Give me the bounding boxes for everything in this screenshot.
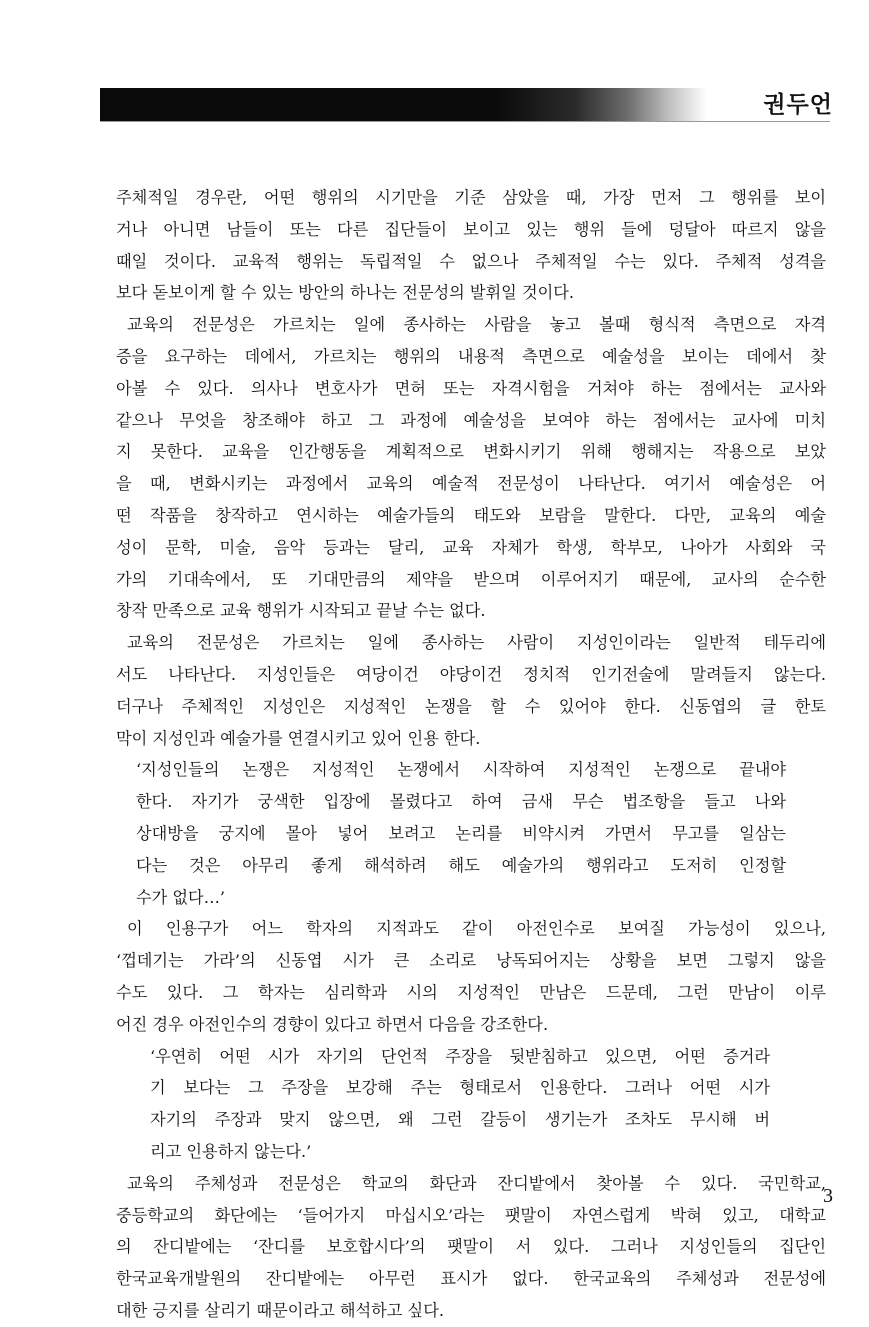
header-rule: [100, 121, 830, 122]
quote-line: 기 보다는 그 주장을 보강해 주는 형태로서 인용한다. 그러나 어떤 시가: [150, 1078, 770, 1098]
text-line: 한국교육개발원의 잔디밭에는 아무런 표시가 없다. 한국교육의 주체성과 전문성에: [116, 1269, 826, 1289]
text-line: 더구나 주체적인 지성인은 지성적인 논쟁을 할 수 있어야 한다. 신동엽의 글 한토: [116, 696, 826, 716]
body-text: [116, 182, 826, 1327]
text-line: 어진 경우 아전인수의 경향이 있다고 하면서 다음을 강조한다.: [116, 1014, 549, 1034]
quote-line: 상대방을 궁지에 몰아 넣어 보려고 논리를 비약시켜 가면서 무고를 일삼는: [136, 823, 786, 843]
text-line: 이 인용구가 어느 학자의 지적과도 같이 아전인수로 보여질 가능성이 있으나,: [127, 919, 826, 939]
quote-line: ‘우연히 어떤 시가 자기의 단언적 주장을 뒷받침하고 있으면, 어떤 증거라: [150, 1046, 770, 1066]
text-line: 창작 만족으로 교육 행위가 시작되고 끝날 수는 없다.: [116, 601, 486, 621]
text-line: 증을 요구하는 데에서, 가르치는 행위의 내용적 측면으로 예술성을 보이는 데에서 찾: [116, 346, 826, 366]
text-line: 가의 기대속에서, 또 기대만큼의 제약을 받으며 이루어지기 때문에, 교사의 순수한: [116, 569, 826, 589]
text-line: 아볼 수 있다. 의사나 변호사가 면허 또는 자격시험을 거쳐야 하는 점에서는 교사와: [116, 378, 826, 398]
text-line: 을 때, 변화시키는 과정에서 교육의 예술적 전문성이 나타난다. 여기서 예술성은 어: [116, 474, 826, 494]
quote-line: ‘지성인들의 논쟁은 지성적인 논쟁에서 시작하여 지성적인 논쟁으로 끝내야: [136, 760, 786, 780]
header-bar: [100, 88, 760, 122]
quote-line: 자기의 주장과 맞지 않으면, 왜 그런 갈등이 생기는가 조차도 무시해 버: [150, 1110, 770, 1130]
page-number: 3: [823, 1185, 833, 1207]
text-line: 보다 돋보이게 할 수 있는 방안의 하나는 전문성의 발휘일 것이다.: [116, 283, 575, 303]
text-line: 지 못한다. 교육을 인간행동을 계획적으로 변화시키기 위해 행해지는 작용으로 보았: [116, 442, 826, 462]
text-line: 의 잔디밭에는 ‘잔디를 보호합시다’의 팻말이 서 있다. 그러나 지성인들의 집단인: [116, 1237, 826, 1257]
text-line: 교육의 주체성과 전문성은 학교의 화단과 잔디밭에서 찾아볼 수 있다. 국민학교,: [127, 1173, 826, 1193]
quote-line: 다는 것은 아무리 좋게 해석하려 해도 예술가의 행위라고 도저히 인정할: [136, 855, 786, 875]
text-line: 교육의 전문성은 가르치는 일에 종사하는 사람이 지성인이라는 일반적 테두리에: [127, 633, 826, 653]
text-line: 대한 긍지를 살리기 때문이라고 해석하고 싶다.: [116, 1300, 444, 1320]
text-line: 주체적일 경우란, 어떤 행위의 시기만을 기준 삼았을 때, 가장 먼저 그 행위를 보이: [116, 188, 826, 207]
text-line: 거나 아니면 남들이 또는 다른 집단들이 보이고 있는 행위 들에 덩달아 따르지 않을: [116, 219, 826, 239]
author-name: 권두언: [763, 92, 833, 118]
text-line: 서도 나타난다. 지성인들은 여당이건 야당이건 정치적 인기전술에 말려들지 않는다.: [116, 664, 826, 684]
quote-line: 한다. 자기가 궁색한 입장에 몰렸다고 하여 금새 무슨 법조항을 들고 나와: [136, 792, 786, 812]
text-line: 성이 문학, 미술, 음악 등과는 달리, 교육 자체가 학생, 학부모, 나아가 사회와 국: [116, 537, 826, 557]
text-line: 막이 지성인과 예술가를 연결시키고 있어 인용 한다.: [116, 728, 481, 748]
text-line: 중등학교의 화단에는 ‘들어가지 마십시오’라는 팻말이 자연스럽게 박혀 있고, 대학교: [116, 1205, 826, 1225]
text-line: 때일 것이다. 교육적 행위는 독립적일 수 없으나 주체적일 수는 있다. 주체적 성격을: [116, 251, 826, 271]
quote-line: 수가 없다…’: [136, 887, 226, 907]
text-line: ‘껍데기는 가라’의 신동엽 시가 큰 소리로 낭독되어지는 상황을 보면 그렇지 않을: [116, 951, 826, 971]
text-line: 같으나 무엇을 창조해야 하고 그 과정에 예술성을 보여야 하는 점에서는 교사에 미치: [116, 410, 826, 430]
quote-line: 리고 인용하지 않는다.’: [150, 1141, 312, 1161]
text-line: 교육의 전문성은 가르치는 일에 종사하는 사람을 놓고 볼때 형식적 측면으로 자격: [127, 315, 826, 335]
text-line: 수도 있다. 그 학자는 심리학과 시의 지성적인 만남은 드문데, 그런 만남이 이루: [116, 982, 826, 1002]
text-line: 떤 작품을 창작하고 연시하는 예술가들의 태도와 보람을 말한다. 다만, 교육의 예술: [116, 505, 826, 525]
